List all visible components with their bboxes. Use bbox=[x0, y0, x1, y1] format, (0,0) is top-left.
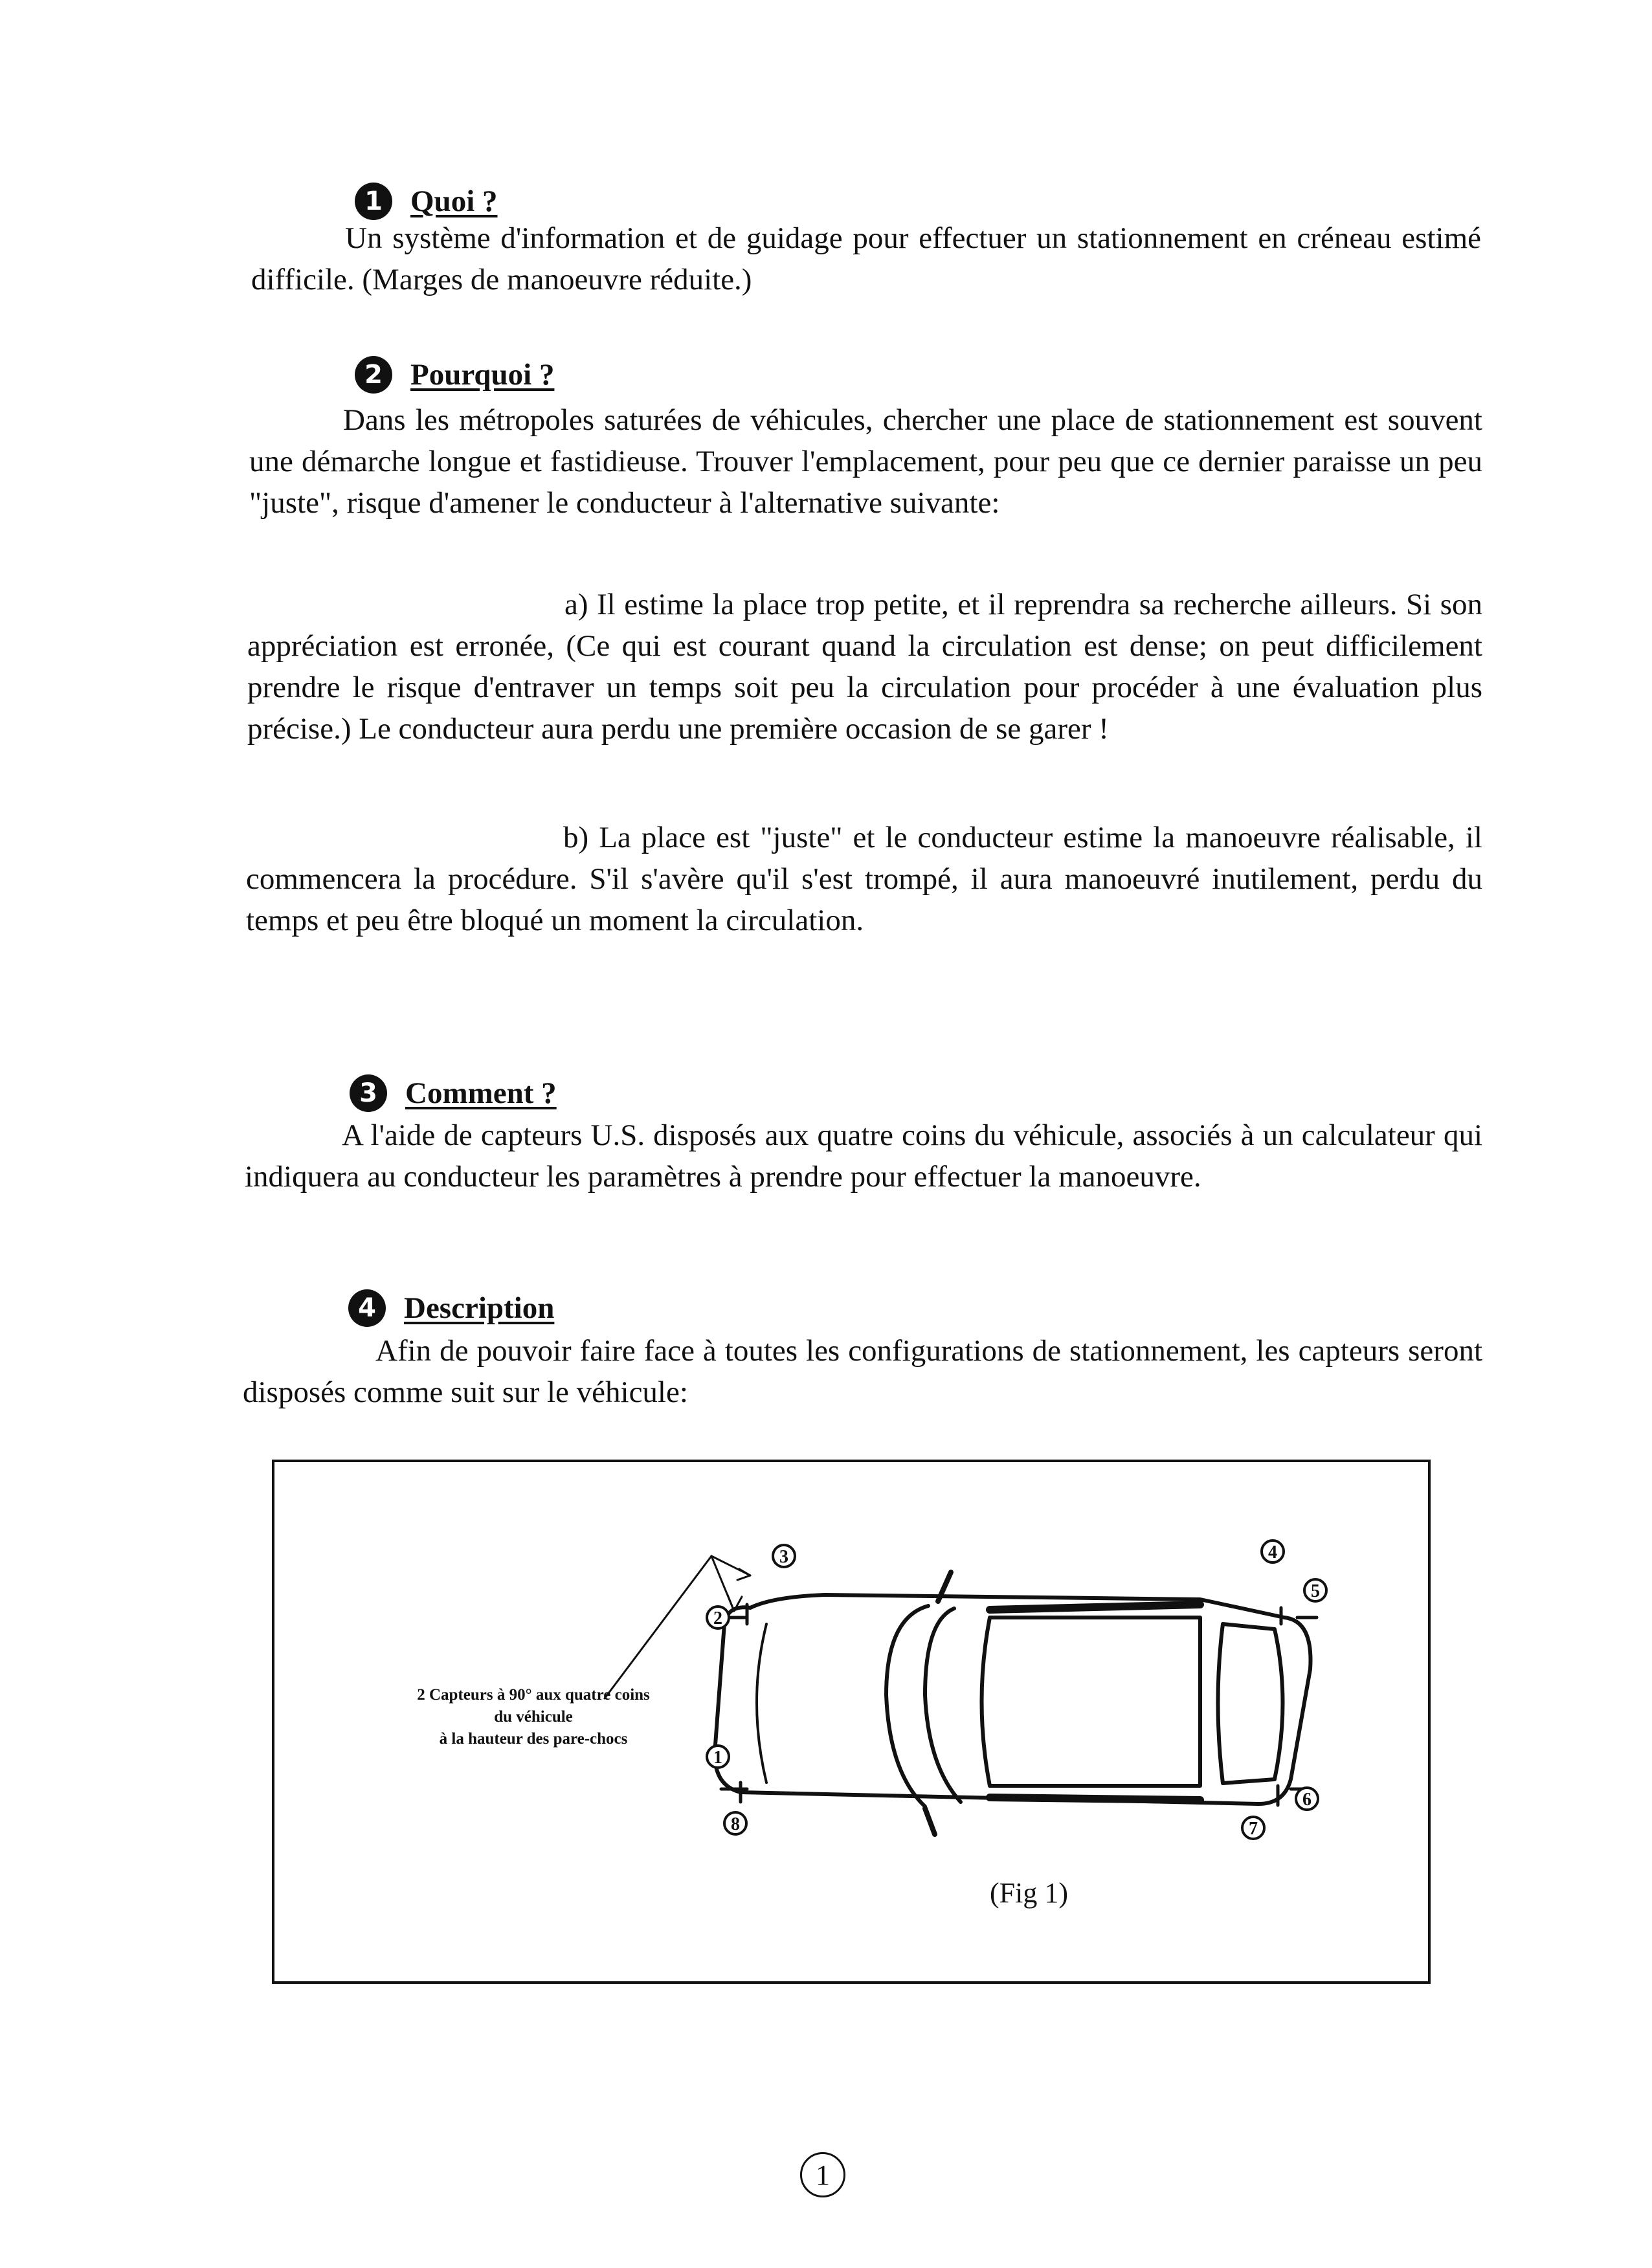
sensor-label: 3 bbox=[779, 1547, 788, 1567]
section-number-badge: 3 bbox=[350, 1074, 387, 1112]
section-quoi-heading bbox=[355, 183, 498, 220]
section-title: Quoi ? bbox=[410, 184, 498, 218]
sensor-label: 5 bbox=[1311, 1581, 1320, 1601]
sensor-label: 4 bbox=[1268, 1542, 1277, 1562]
section-number-badge: 4 bbox=[348, 1289, 386, 1327]
sensor-marker-4 bbox=[1262, 1540, 1284, 1562]
sensor-marker-2 bbox=[707, 1606, 729, 1629]
section-description-heading bbox=[348, 1289, 554, 1327]
section-number-badge: 1 bbox=[355, 183, 392, 220]
section-comment-heading bbox=[350, 1074, 557, 1112]
section-pourquoi-text: Dans les métropoles saturées de véhicules, chercher une place de stationnement est souvent une démarche longue et fastidieuse. Trouver l'emplacement, pour peu que ce dernier paraisse un peu "juste", risque d'amener le conducteur à l'alternative suivante: bbox=[249, 403, 1482, 520]
section-description-text: Afin de pouvoir faire face à toutes les configurations de stationnement, les capteurs seront disposés comme suit sur le véhicule: bbox=[243, 1334, 1482, 1409]
callout-line: à la hauteur des pare-chocs bbox=[439, 1730, 628, 1748]
sensor-marker-7 bbox=[1242, 1817, 1264, 1839]
case-b-text: b) La place est "juste" et le conducteur estime la manoeuvre réalisable, il commencera la procédure. S'il s'avère qu'il s'est trompé, il aura manoeuvré inutilement, perdu du temps et peu être bloqué un moment la circulation. bbox=[246, 821, 1482, 937]
sensor-marker-3 bbox=[773, 1545, 795, 1567]
section-number-badge: 2 bbox=[355, 356, 392, 394]
sensor-marker-6 bbox=[1296, 1788, 1318, 1810]
figure-frame bbox=[272, 1460, 1431, 1984]
figure-callout bbox=[365, 1684, 702, 1750]
section-title: Pourquoi ? bbox=[410, 358, 555, 392]
section-comment-text: A l'aide de capteurs U.S. disposés aux quatre coins du véhicule, associés à un calculateur qui indiquera au conducteur les paramètres à prendre pour effectuer la manoeuvre. bbox=[245, 1118, 1482, 1194]
sensor-marker-5 bbox=[1304, 1579, 1326, 1601]
figure-caption: (Fig 1) bbox=[990, 1877, 1068, 1909]
page-number: 1 bbox=[800, 2152, 845, 2197]
sensor-marker-1 bbox=[707, 1746, 729, 1768]
sensor-label: 6 bbox=[1302, 1790, 1312, 1810]
sensor-label: 1 bbox=[713, 1748, 722, 1768]
sensor-label: 7 bbox=[1249, 1819, 1258, 1839]
section-quoi-text: Un système d'information et de guidage pour effectuer un stationnement en créneau estimé difficile. (Marges de manoeuvre réduite.) bbox=[251, 221, 1481, 296]
section-title: Description bbox=[404, 1291, 555, 1325]
section-pourquoi-heading bbox=[355, 356, 554, 394]
callout-line: du véhicule bbox=[494, 1708, 573, 1726]
sensor-label: 8 bbox=[731, 1814, 740, 1834]
sensor-marker-8 bbox=[724, 1812, 746, 1834]
case-a-text: a) Il estime la place trop petite, et il reprendra sa recherche ailleurs. Si son appréciation est erronée, (Ce qui est courant quand la circulation est dense; on peut difficilement prendre le risque d'entraver un temps soit peu la circulation pour procéder à une évaluation plus précise.) Le conducteur aura perdu une première occasion de se garer ! bbox=[247, 588, 1482, 746]
section-title: Comment ? bbox=[405, 1076, 557, 1110]
sensor-label: 2 bbox=[713, 1608, 722, 1629]
callout-line: 2 Capteurs à 90° aux quatre coins bbox=[417, 1686, 650, 1704]
